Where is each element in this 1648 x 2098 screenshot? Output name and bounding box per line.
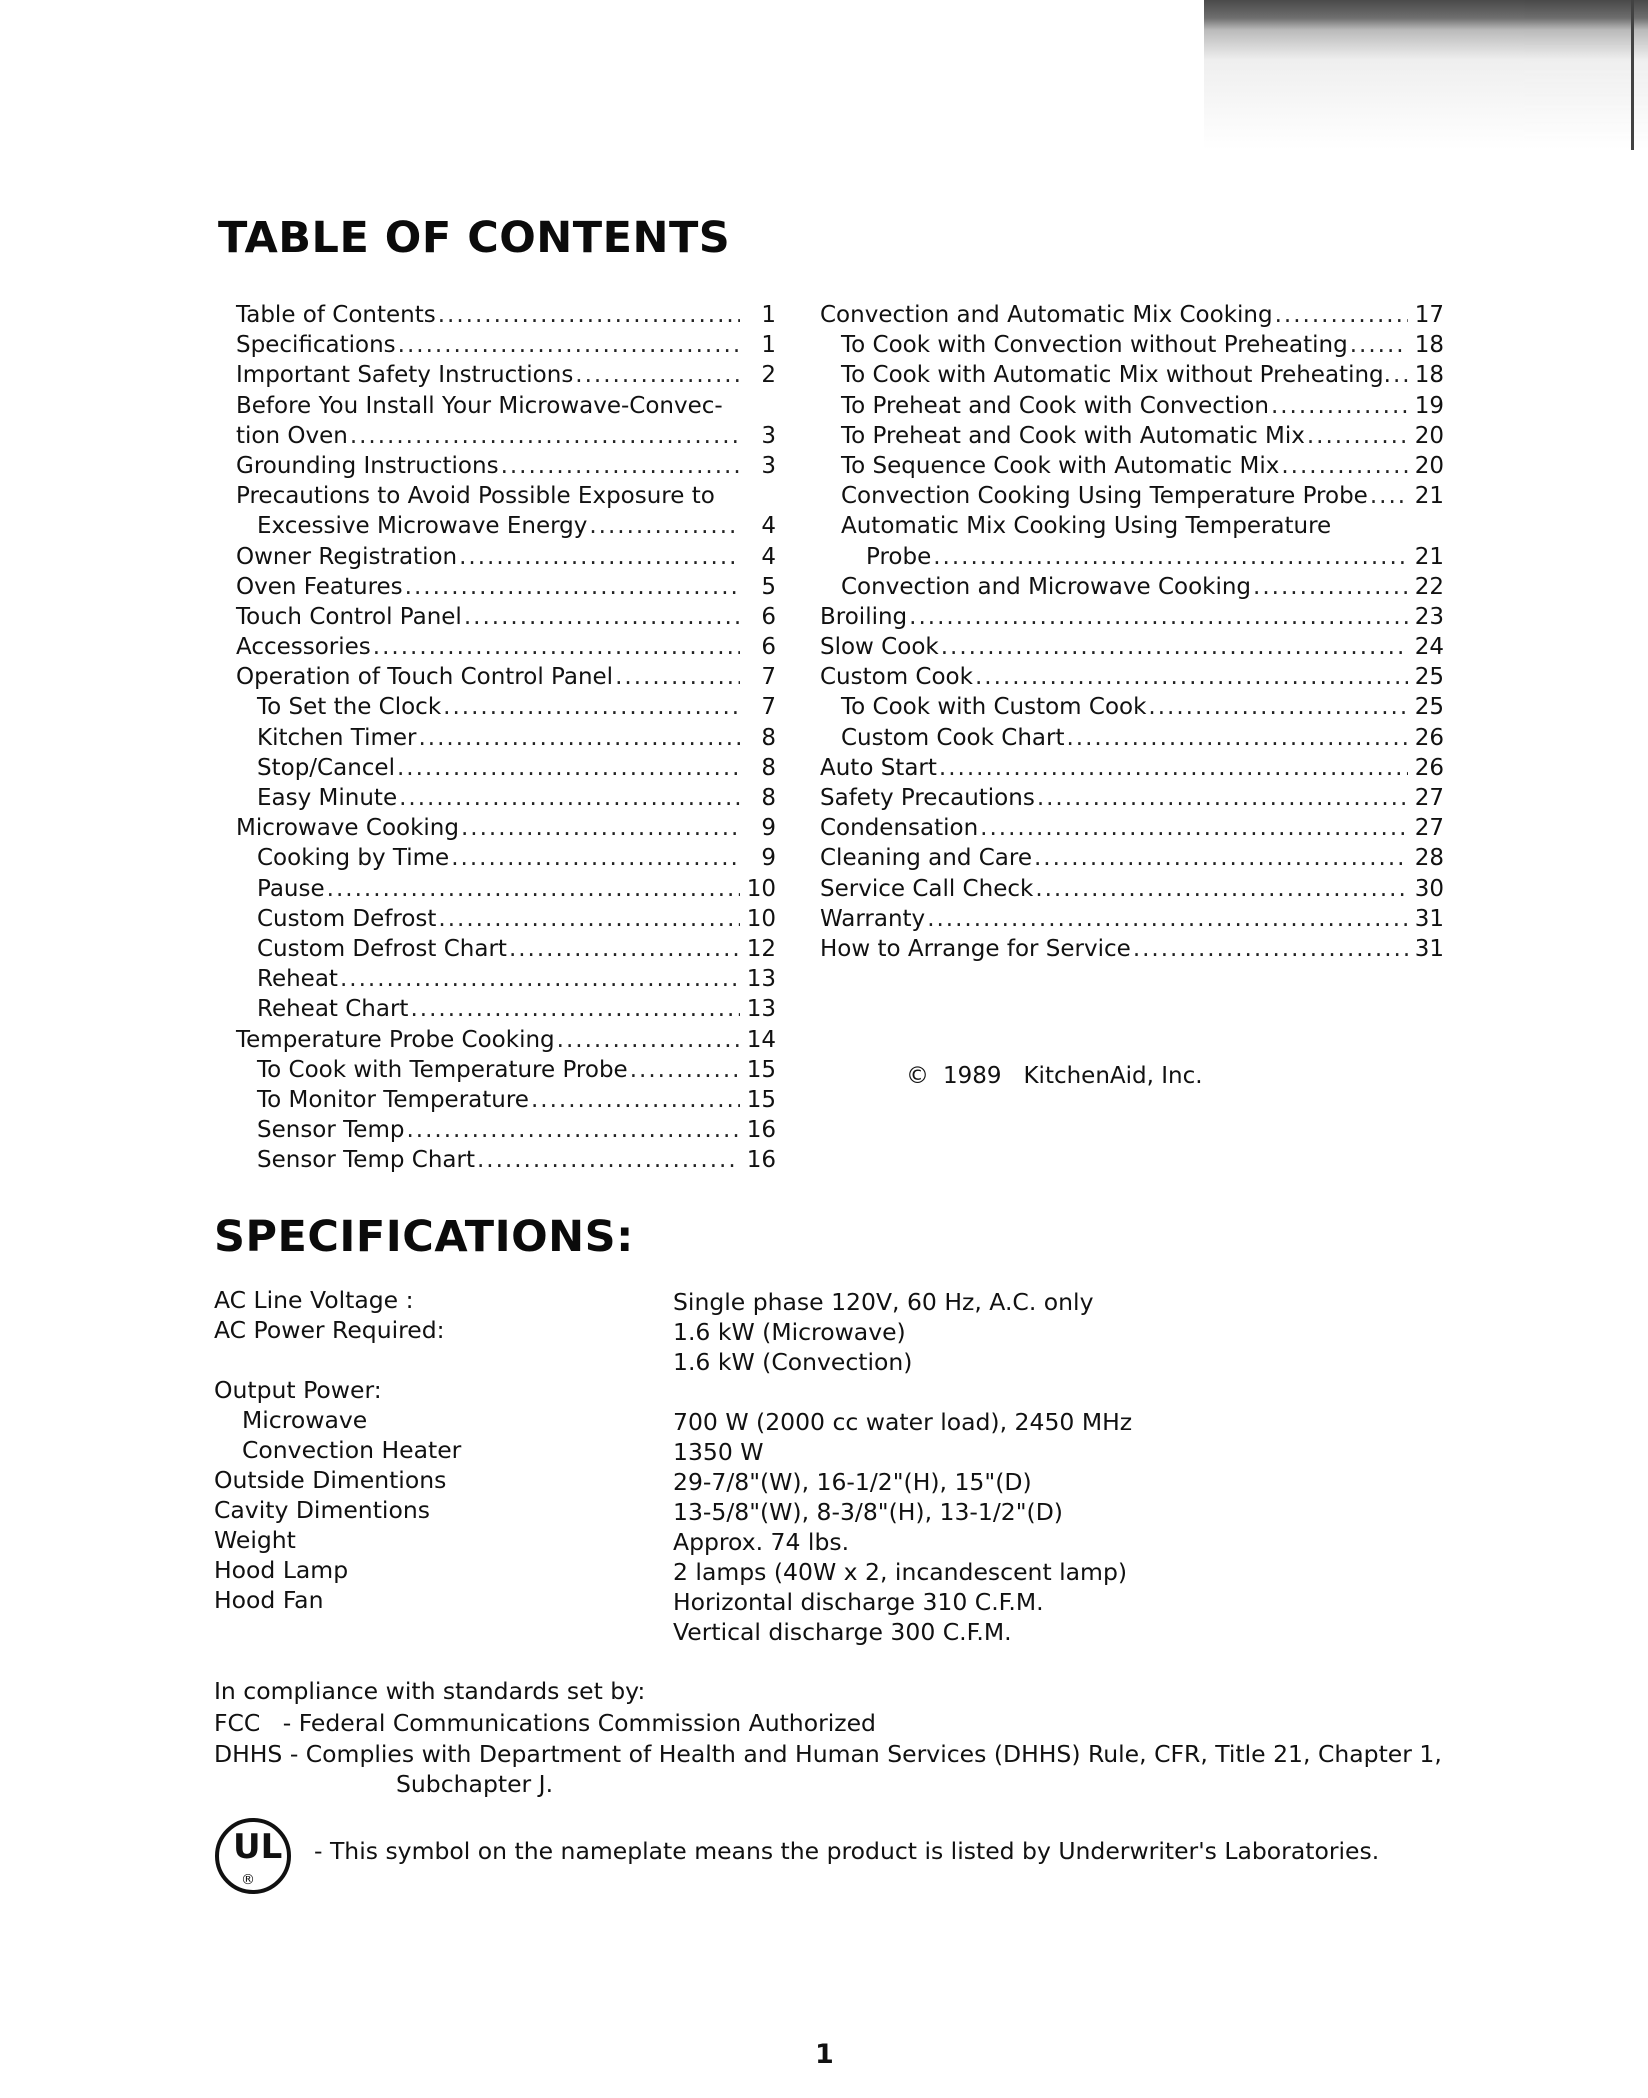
toc-entry-title: Safety Precautions [820,785,1035,811]
spec-value: 700 W (2000 cc water load), 2450 MHz [673,1408,1133,1436]
toc-entry-page: 13 [746,966,776,993]
toc-dot-leader [1148,692,1408,722]
toc-dot-leader [350,421,740,451]
toc-entry [236,391,776,421]
toc-entry [236,542,776,572]
toc-dot-leader [1350,330,1408,360]
toc-dot-leader [397,753,740,783]
toc-entry [820,330,1444,360]
toc-entry-page: 28 [1414,845,1444,872]
toc-entry-title: Owner Registration [236,543,458,570]
spec-value: Vertical discharge 300 C.F.M. [673,1618,1012,1646]
toc-dot-leader [399,783,740,813]
toc-entry [820,602,1444,632]
toc-dot-leader [327,874,740,904]
toc-entry-title: Oven Features [236,573,403,600]
toc-entry-page: 25 [1414,694,1444,721]
toc-entry [236,843,776,873]
toc-entry-title: Microwave Cooking [236,815,459,842]
toc-entry [236,572,776,602]
toc-entry [236,300,776,330]
toc-entry-page: 9 [761,815,776,842]
toc-entry [820,692,1444,722]
toc-dot-leader [927,904,1408,934]
toc-entry-title: To Preheat and Cook with Convection [841,392,1269,419]
toc-entry [820,542,1444,572]
toc-entry [236,632,776,662]
toc-entry [820,481,1444,511]
toc-entry-title: Slow Cook [820,634,939,661]
toc-dot-leader [405,572,740,602]
toc-entry-title: Specifications [236,332,396,359]
toc-dot-leader [1034,843,1408,873]
spec-value-row [214,1407,1414,1437]
toc-entry-page: 1 [761,302,776,328]
spec-value: Horizontal discharge 310 C.F.M. [673,1588,1044,1616]
toc-entry [820,662,1444,692]
toc-entry-page: 26 [1414,724,1444,751]
toc-dot-leader [933,542,1408,572]
toc-entry-page: 4 [761,543,776,570]
toc-dot-leader [941,632,1408,662]
copyright-notice [906,1063,1203,1089]
spec-value: Single phase 120V, 60 Hz, A.C. only [673,1288,1094,1316]
toc-entry [236,692,776,722]
toc-entry-page: 8 [761,754,776,781]
toc-entry-page: 31 [1414,935,1444,962]
toc-entry-title: tion Oven [236,422,348,449]
toc-entry-title: Grounding Instructions [236,452,499,479]
toc-dot-leader [1393,360,1408,390]
toc-dot-leader [509,934,740,964]
toc-entry-title: Probe [866,543,932,570]
toc-entry-page: 2 [761,362,776,389]
ul-listing-note: - This symbol on the nameplate means the product is listed by Underwriter's Laboratories. [314,1837,1380,1865]
toc-entry [236,1145,776,1175]
toc-dot-leader [531,1085,740,1115]
toc-entry-page: 20 [1414,452,1444,479]
spec-label: AC Power Required: [214,1316,445,1344]
spec-value-row [214,1557,1414,1587]
toc-entry-title: To Preheat and Cook with Automatic Mix [841,422,1305,449]
toc-entry-title: Auto Start [820,754,937,781]
toc-dot-leader [1271,391,1408,421]
spec-value-row [214,1437,1414,1467]
toc-entry-title: Stop/Cancel [257,754,395,781]
toc-entry-page: 7 [761,694,776,721]
toc-entry [236,904,776,934]
toc-entry-page: 3 [761,452,776,479]
spec-value-row [214,1287,1414,1317]
ul-listing-logo [213,1816,309,1896]
toc-entry [820,391,1444,421]
toc-entry-page: 20 [1414,422,1444,449]
toc-entry-page: 3 [761,422,776,449]
toc-entry-title: Pause [257,875,325,902]
toc-entry-page: 21 [1414,543,1444,570]
toc-entry-page: 12 [746,935,776,962]
toc-entry-title: To Sequence Cook with Automatic Mix [841,452,1280,479]
toc-entry-page: 10 [746,905,776,932]
toc-entry-title: Automatic Mix Cooking Using Temperature [841,513,1332,540]
spec-label: AC Line Voltage : [214,1286,414,1314]
spec-label: Outside Dimentions [214,1466,447,1494]
toc-entry-title: Operation of Touch Control Panel [236,664,614,691]
toc-entry-page: 10 [746,875,776,902]
toc-entry-page: 21 [1414,483,1444,510]
toc-entry-title: Sensor Temp Chart [257,1147,475,1174]
toc-entry [820,783,1444,813]
toc-entry-page: 19 [1414,392,1444,419]
toc-entry [236,1025,776,1055]
toc-dot-leader [451,843,740,873]
toc-entry [820,360,1444,390]
toc-entry [236,602,776,632]
spec-value: 1350 W [673,1438,764,1466]
toc-entry [236,813,776,843]
spec-label: Hood Lamp [214,1556,349,1584]
toc-entry-page: 22 [1414,573,1444,600]
toc-entry-title: Custom Defrost [257,905,437,932]
toc-entry-title: Custom Cook [820,664,973,691]
toc-dot-leader [459,542,740,572]
toc-dot-leader [939,753,1408,783]
spec-value: 29-7/8"(W), 16-1/2"(H), 15"(D) [673,1468,1032,1496]
toc-entry-page: 17 [1414,302,1444,328]
scan-edge-artifact [1204,0,1648,150]
toc-dot-leader [438,300,740,330]
toc-entry [236,874,776,904]
toc-entry [236,994,776,1024]
toc-entry-page: 8 [761,785,776,811]
toc-entry-page: 6 [761,603,776,630]
toc-entry [820,843,1444,873]
toc-entry-title: Condensation [820,815,979,842]
toc-dot-leader [410,994,740,1024]
spec-value-row [214,1497,1414,1527]
toc-entry [820,813,1444,843]
toc-entry-title: Service Call Check [820,875,1034,902]
toc-entry-title: Before You Install Your Microwave-Convec- [236,392,723,419]
toc-entry [820,511,1444,541]
compliance-dhhs: DHHS - Complies with Department of Health and Human Services (DHHS) Rule, CFR, Title 21, Chapter 1, [214,1740,1442,1768]
toc-dot-leader [419,723,741,753]
spec-value-row [214,1617,1414,1647]
compliance-dhhs-continued: Subchapter J. [396,1770,554,1798]
toc-entry-page: 23 [1414,603,1444,630]
toc-left-column [236,300,776,1175]
toc-entry [236,451,776,481]
toc-entry-page: 15 [746,1056,776,1083]
toc-entry-title: To Cook with Automatic Mix without Preheating. [841,362,1391,389]
toc-entry-page: 5 [761,573,776,600]
toc-right-column [820,300,1444,964]
toc-entry-page: 26 [1414,754,1444,781]
toc-entry-title: Convection and Automatic Mix Cooking [820,302,1273,328]
toc-dot-leader [1281,451,1408,481]
toc-dot-leader [1370,481,1408,511]
ul-logo-u: UL [233,1827,283,1867]
toc-entry-page: 30 [1414,875,1444,902]
toc-entry-title: Easy Minute [257,785,398,811]
toc-entry-title: Accessories [236,634,371,661]
toc-entry-page: 31 [1414,905,1444,932]
toc-entry [236,1115,776,1145]
page-number: 1 [815,2039,834,2070]
toc-dot-leader [477,1145,740,1175]
toc-dot-leader [501,451,740,481]
toc-entry [820,874,1444,904]
toc-dot-leader [373,632,740,662]
toc-entry [820,753,1444,783]
toc-dot-leader [615,662,740,692]
toc-dot-leader [461,813,740,843]
specifications-heading: SPECIFICATIONS: [214,1212,634,1262]
spec-label: Convection Heater [242,1436,462,1464]
spec-label-row [214,1375,1414,1405]
toc-entry [820,421,1444,451]
spec-value: 1.6 kW (Microwave) [673,1318,906,1346]
toc-entry-title: Table of Contents [236,302,436,328]
toc-entry-page: 8 [761,724,776,751]
toc-dot-leader [464,602,740,632]
toc-entry [236,421,776,451]
toc-entry-page: 9 [761,845,776,872]
toc-entry-title: Convection Cooking Using Temperature Probe [841,483,1368,510]
toc-entry-page: 16 [746,1147,776,1174]
toc-entry [236,934,776,964]
toc-entry [236,723,776,753]
toc-entry-page: 13 [746,996,776,1023]
toc-dot-leader [443,692,740,722]
toc-heading: TABLE OF CONTENTS [218,213,731,263]
spec-label: Weight [214,1526,296,1554]
spec-value-row [214,1317,1414,1347]
toc-entry-page: 4 [761,513,776,540]
toc-entry [236,511,776,541]
toc-entry [236,753,776,783]
toc-dot-leader [1066,723,1408,753]
toc-entry [236,1055,776,1085]
spec-label: Cavity Dimentions [214,1496,430,1524]
toc-entry-title: Reheat [257,966,338,993]
toc-entry-page: 18 [1414,362,1444,389]
toc-entry-title: To Cook with Temperature Probe [257,1056,628,1083]
toc-entry-page: 6 [761,634,776,661]
copyright-symbol: © [906,1063,929,1089]
spec-value: 2 lamps (40W x 2, incandescent lamp) [673,1558,1128,1586]
toc-entry-title: Temperature Probe Cooking [236,1026,555,1053]
toc-entry-title: Custom Cook Chart [841,724,1065,751]
toc-entry-title: Precautions to Avoid Possible Exposure to [236,483,715,510]
toc-entry-page: 27 [1414,815,1444,842]
toc-entry-page: 25 [1414,664,1444,691]
toc-entry-page: 16 [746,1117,776,1144]
toc-dot-leader [1037,783,1408,813]
ul-registered-mark: ® [241,1872,255,1888]
toc-entry [820,451,1444,481]
toc-entry-page: 24 [1414,634,1444,661]
toc-entry [820,300,1444,330]
toc-dot-leader [1035,874,1408,904]
toc-entry-title: How to Arrange for Service [820,935,1131,962]
spec-value-row [214,1587,1414,1617]
toc-entry-page: 15 [746,1086,776,1113]
toc-entry-page: 14 [746,1026,776,1053]
spec-value: Approx. 74 lbs. [673,1528,850,1556]
toc-dot-leader [980,813,1408,843]
toc-entry-title: Cooking by Time [257,845,450,872]
toc-entry [236,964,776,994]
compliance-fcc: FCC - Federal Communications Commission Authorized [214,1709,876,1737]
spec-label: Hood Fan [214,1586,324,1614]
toc-entry-title: Convection and Microwave Cooking [841,573,1252,600]
toc-dot-leader [1275,300,1408,330]
toc-entry-page: 7 [761,664,776,691]
toc-entry-title: Excessive Microwave Energy [257,513,588,540]
toc-entry-title: Broiling [820,603,908,630]
toc-entry [820,723,1444,753]
toc-entry-title: To Set the Clock [257,694,442,721]
toc-entry-title: Kitchen Timer [257,724,417,751]
toc-entry-page: 18 [1414,332,1444,359]
spec-label: Output Power: [214,1376,382,1404]
toc-entry-title: Sensor Temp [257,1117,405,1144]
toc-entry [236,360,776,390]
toc-entry-title: Touch Control Panel [236,603,462,630]
toc-entry-page: 27 [1414,785,1444,811]
toc-entry [820,632,1444,662]
toc-entry [236,1085,776,1115]
toc-dot-leader [630,1055,740,1085]
toc-entry-title: To Monitor Temperature [257,1086,529,1113]
toc-dot-leader [340,964,740,994]
toc-dot-leader [406,1115,740,1145]
toc-entry-title: Important Safety Instructions [236,362,574,389]
toc-entry-page: 1 [761,332,776,359]
toc-entry-title: To Cook with Convection without Preheating [841,332,1348,359]
toc-entry [236,330,776,360]
toc-entry-title: Reheat Chart [257,996,409,1023]
spec-value: 1.6 kW (Convection) [673,1348,913,1376]
toc-dot-leader [1253,572,1408,602]
toc-entry [236,783,776,813]
spec-label: Microwave [242,1406,368,1434]
toc-dot-leader [975,662,1408,692]
spec-value-row [214,1527,1414,1557]
toc-entry [236,481,776,511]
spec-value: 13-5/8"(W), 8-3/8"(H), 13-1/2"(D) [673,1498,1063,1526]
toc-dot-leader [557,1025,740,1055]
copyright-text: 1989 KitchenAid, Inc. [943,1063,1203,1089]
toc-entry [820,934,1444,964]
toc-entry [820,572,1444,602]
toc-dot-leader [1133,934,1408,964]
toc-dot-leader [1307,421,1408,451]
toc-dot-leader [589,511,740,541]
toc-entry-title: Custom Defrost Chart [257,935,507,962]
spec-value-row [214,1347,1414,1377]
spec-value-row [214,1467,1414,1497]
compliance-intro: In compliance with standards set by: [214,1677,646,1705]
toc-entry [236,662,776,692]
toc-dot-leader [438,904,740,934]
toc-dot-leader [909,602,1408,632]
toc-dot-leader [575,360,740,390]
toc-entry-title: Cleaning and Care [820,845,1032,872]
toc-dot-leader [398,330,740,360]
toc-entry-title: To Cook with Custom Cook [841,694,1147,721]
toc-entry-title: Warranty [820,905,926,932]
toc-entry [820,904,1444,934]
